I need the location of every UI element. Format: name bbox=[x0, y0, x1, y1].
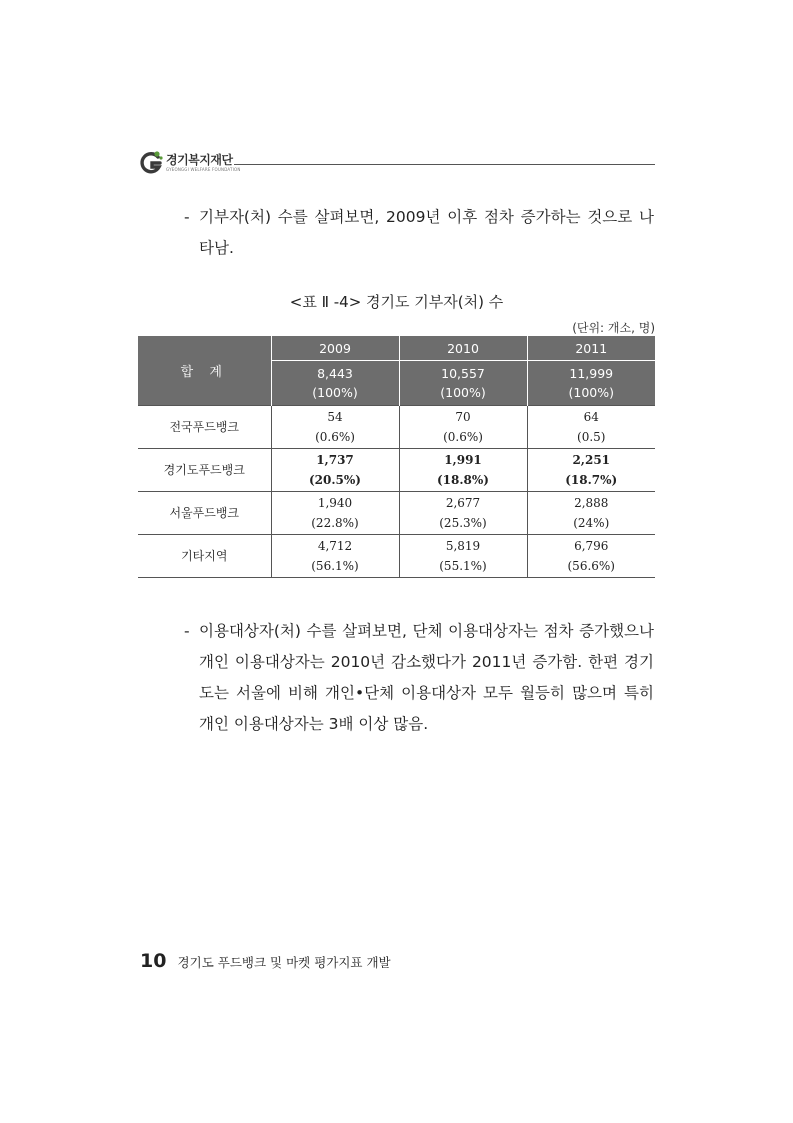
cell-value: 64 bbox=[583, 410, 599, 424]
cell-pct: (55.1%) bbox=[439, 559, 487, 573]
sum-value: 8,443 bbox=[317, 366, 353, 381]
cell-value: 2,251 bbox=[572, 453, 611, 467]
row-label: 기타지역 bbox=[138, 535, 271, 578]
cell-pct: (56.6%) bbox=[567, 559, 615, 573]
sum-pct: (100%) bbox=[568, 385, 614, 400]
org-name: 경기복지재단 bbox=[166, 153, 233, 167]
data-cell bbox=[271, 406, 399, 449]
cell-pct: (24%) bbox=[573, 516, 610, 530]
sum-pct: (100%) bbox=[312, 385, 358, 400]
donor-count-table bbox=[138, 336, 655, 578]
sum-label: 합 계 bbox=[138, 336, 271, 406]
cell-pct: (0.6%) bbox=[443, 430, 483, 444]
year-header: 2010 bbox=[399, 336, 527, 361]
sum-value: 11,999 bbox=[569, 366, 614, 381]
cell-value: 5,819 bbox=[445, 539, 481, 553]
sum-pct: (100%) bbox=[440, 385, 486, 400]
cell-value: 1,991 bbox=[444, 453, 482, 467]
paragraph-text: 이용대상자(처) 수를 살펴보면, 단체 이용대상자는 점차 증가했으나 개인 이용대상자는 2010년 감소했다가 2011년 증가함. 한편 경기도는 서울에 비해 개인•단체 이용대상자 모두 월등히 많으며 특히 개인 이용대상자는 3배 이상 많음. bbox=[199, 622, 654, 733]
cell-pct: (22.8%) bbox=[311, 516, 359, 530]
cell-pct: (18.8%) bbox=[437, 473, 489, 487]
page-header bbox=[138, 148, 655, 178]
sum-cell bbox=[527, 361, 655, 406]
data-cell bbox=[527, 449, 655, 492]
cell-pct: (0.6%) bbox=[315, 430, 355, 444]
year-header: 2011 bbox=[527, 336, 655, 361]
cell-value: 1,940 bbox=[317, 496, 353, 510]
data-cell bbox=[399, 406, 527, 449]
page-footer bbox=[140, 950, 391, 972]
cell-value: 2,677 bbox=[445, 496, 481, 510]
data-cell bbox=[527, 492, 655, 535]
sum-cell bbox=[271, 361, 399, 406]
data-cell bbox=[271, 449, 399, 492]
cell-value: 6,796 bbox=[574, 539, 609, 553]
bullet-dash: - bbox=[184, 622, 190, 640]
data-cell bbox=[527, 535, 655, 578]
org-subtitle: GYEONGGI WELFARE FOUNDATION bbox=[166, 167, 241, 172]
data-cell bbox=[527, 406, 655, 449]
foundation-logo-icon bbox=[138, 150, 164, 176]
data-cell bbox=[271, 492, 399, 535]
table-row bbox=[138, 492, 655, 535]
row-label: 경기도푸드뱅크 bbox=[138, 449, 271, 492]
table-header-row bbox=[138, 336, 655, 361]
cell-pct: (25.3%) bbox=[439, 516, 487, 530]
data-cell bbox=[399, 535, 527, 578]
data-cell bbox=[399, 492, 527, 535]
row-label: 전국푸드뱅크 bbox=[138, 406, 271, 449]
sum-value: 10,557 bbox=[441, 366, 485, 381]
header-rule bbox=[234, 164, 655, 165]
book-title: 경기도 푸드뱅크 및 마켓 평가지표 개발 bbox=[177, 955, 391, 970]
paragraph-text: 기부자(처) 수를 살펴보면, 2009년 이후 점차 증가하는 것으로 나타남. bbox=[199, 208, 654, 257]
table-unit-note: (단위: 개소, 명) bbox=[572, 321, 655, 335]
cell-value: 70 bbox=[455, 410, 471, 424]
cell-value: 4,712 bbox=[317, 539, 353, 553]
sum-cell bbox=[399, 361, 527, 406]
table-title: <표 Ⅱ -4> 경기도 기부자(처) 수 bbox=[289, 293, 504, 311]
paragraph-donors bbox=[184, 202, 654, 264]
cell-value: 1,737 bbox=[316, 453, 354, 467]
bullet-dash: - bbox=[184, 208, 190, 226]
table-row bbox=[138, 449, 655, 492]
year-header: 2009 bbox=[271, 336, 399, 361]
cell-value: 2,888 bbox=[574, 496, 609, 510]
cell-pct: (0.5) bbox=[577, 430, 606, 444]
table-row bbox=[138, 406, 655, 449]
paragraph-recipients bbox=[184, 616, 654, 740]
table-row bbox=[138, 535, 655, 578]
row-label: 서울푸드뱅크 bbox=[138, 492, 271, 535]
cell-pct: (18.7%) bbox=[565, 473, 618, 487]
cell-pct: (56.1%) bbox=[311, 559, 359, 573]
data-cell bbox=[399, 449, 527, 492]
cell-value: 54 bbox=[327, 410, 343, 424]
page-number: 10 bbox=[140, 950, 167, 972]
cell-pct: (20.5%) bbox=[309, 473, 361, 487]
data-cell bbox=[271, 535, 399, 578]
